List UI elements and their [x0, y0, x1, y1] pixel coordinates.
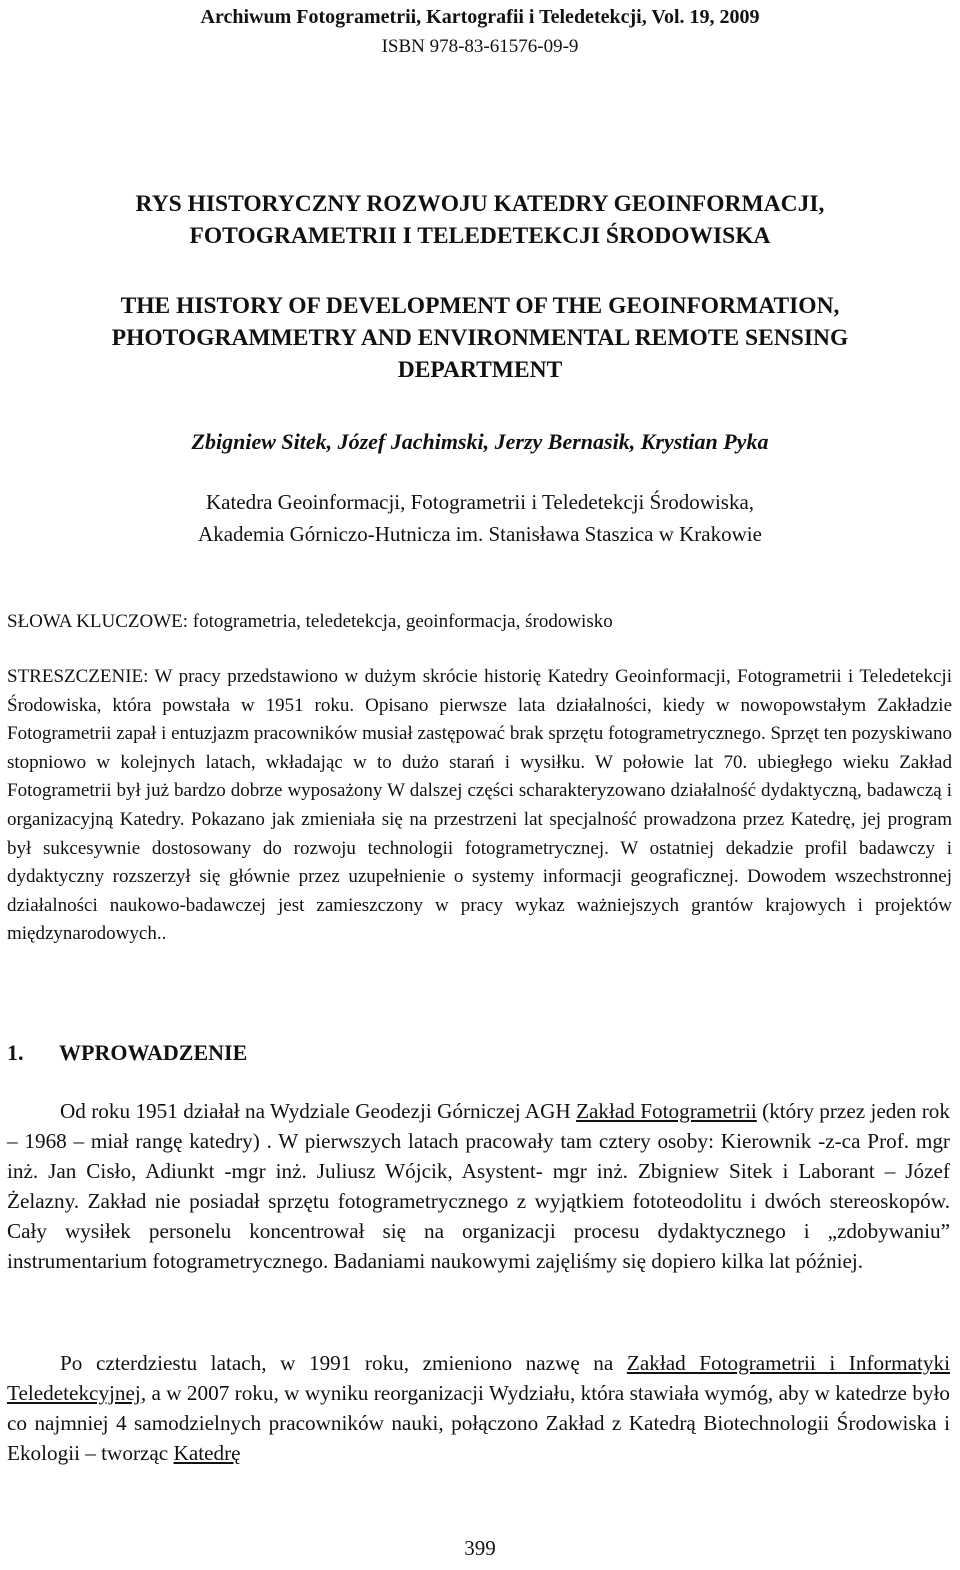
affiliation-line-1: Katedra Geoinformacji, Fotogrametrii i Teledetekcji Środowiska,	[205, 490, 755, 514]
paragraph-1-text-end: (który przez jeden rok – 1968 – miał rangę katedry) . W pierwszych latach pracowały tam cztery osoby: Kierownik -z-ca Prof. mgr inż. Jan Cisło, Adiunkt -mgr inż. Juliusz Wójcik, Asystent- mgr inż. Zbigniew Sitek i Laborant – Józef Żelazny. Zakład nie posiadał sprzętu fotogrametrycznego z wyjątkiem fototeodolitu i dwóch stereoskopów. Cały wysiłek personelu koncentrował się na organizacji procesu dydaktycznego i „zdobywaniu” instrumentarium fotogrametrycznego. Badaniami naukowymi zajęliśmy się dopiero kilka lat później.	[7, 1099, 950, 1273]
section-heading	[7, 1037, 247, 1069]
isbn: ISBN 978-83-61576-09-9	[381, 36, 579, 57]
title-polish-line-2: FOTOGRAMETRII I TELEDETEKCJI ŚRODOWISKA	[189, 223, 771, 249]
journal-header	[0, 2, 960, 62]
title-english-line-1: THE HISTORY OF DEVELOPMENT OF THE GEOINFORMATION,	[120, 293, 840, 319]
title-english-line-3: DEPARTMENT	[397, 357, 563, 383]
paragraph-1	[7, 1096, 950, 1276]
section-number: 1.	[7, 1040, 24, 1065]
zaklad-fotogrametrii-link: Zakład Fotogrametrii	[576, 1099, 757, 1123]
page-number: 399	[464, 1536, 496, 1560]
title-english	[0, 290, 960, 386]
journal-title: Archiwum Fotogrametrii, Kartografii i Teledetekcji, Vol. 19, 2009	[200, 6, 760, 28]
title-polish-line-1: RYS HISTORYCZNY ROZWOJU KATEDRY GEOINFORMACJI,	[135, 191, 825, 217]
paragraph-2-text-start: Po czterdziestu latach, w 1991 roku, zmieniono nazwę na	[60, 1351, 627, 1375]
katedre-link: Katedrę	[173, 1441, 241, 1465]
title-polish	[0, 188, 960, 252]
zaklad-fotogrametrii-informatyki-link: Zakład Fotogrametrii i Informatyki Teledetekcyjnej	[7, 1351, 950, 1405]
abstract: STRESZCZENIE: W pracy przedstawiono w dużym skrócie historię Katedry Geoinformacji, Fotogrametrii i Teledetekcji Środowiska, która powstała w 1951 roku. Opisano pierwsze lata działalności, kiedy w nowopowstałym Zakładzie Fotogrametrii zapał i entuzjazm pracowników musiał zastępować brak sprzętu fotogrametrycznego. Sprzęt ten pozyskiwano stopniowo w kolejnych latach, wkładając w to dużo starań i wysiłku. W połowie lat 70. ubiegłego wieku Zakład Fotogrametrii był już bardzo dobrze wyposażony W dalszej części scharakteryzowano działalność dydaktyczną, badawczą i organizacyjną Katedry. Pokazano jak zmieniała się na przestrzeni lat specjalność prowadzona przez Katedrę, jej program był sukcesywnie dostosowany do rozwoju technologii fotogrametrycznej. W ostatniej dekadzie profil badawczy i dydaktyczny rozszerzył się głównie przez uzupełnienie o systemy informacji geograficznej. Dowodem wszechstronnej działalności naukowo-badawczej jest zamieszczony w pracy wykaz ważniejszych grantów krajowych i projektów międzynarodowych..	[7, 666, 952, 945]
affiliation	[0, 486, 960, 550]
keywords: SŁOWA KLUCZOWE: fotogrametria, teledetekcja, geoinformacja, środowisko	[7, 611, 613, 632]
paragraph-1-text-start: Od roku 1951 działał na Wydziale Geodezji Górniczej AGH	[60, 1099, 577, 1123]
affiliation-line-2: Akademia Górniczo-Hutnicza im. Stanisława Staszica w Krakowie	[198, 522, 762, 546]
authors: Zbigniew Sitek, Józef Jachimski, Jerzy Bernasik, Krystian Pyka	[191, 429, 769, 454]
title-english-line-2: PHOTOGRAMMETRY AND ENVIRONMENTAL REMOTE SENSING	[111, 325, 849, 351]
paragraph-2-text-middle: , a w 2007 roku, w wyniku reorganizacji Wydziału, która stawiała wymóg, aby w katedrze było co najmniej 4 samodzielnych pracowników nauki, połączono Zakład z Katedrą Biotechnologii Środowiska i Ekologii – tworząc	[7, 1381, 950, 1465]
paragraph-2	[7, 1348, 950, 1468]
section-title: WPROWADZENIE	[59, 1040, 248, 1065]
